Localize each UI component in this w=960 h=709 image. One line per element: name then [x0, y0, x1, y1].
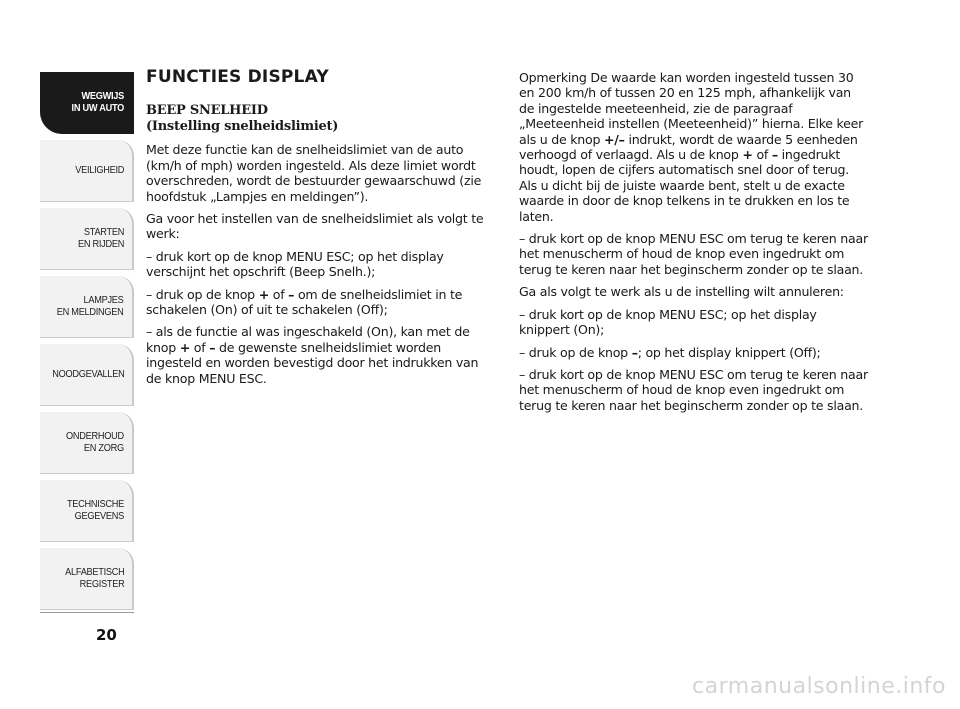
- tab-wegwijs-in-uw-auto[interactable]: [40, 72, 134, 134]
- tab-starten-en-rijden[interactable]: [40, 208, 134, 270]
- right-column: [519, 70, 869, 420]
- text-run: Opmerking De waarde kan worden ingesteld tussen 30 en 200 km/h of tussen 20 en 125 mph, afhankelijk van de ingestelde meeteenheid, zie de paragraaf „Meeteenheid instellen (Meeteenheid)” hierna. Elke keer als u de knop: [519, 70, 864, 147]
- note-paragraph: [519, 70, 869, 224]
- tab-index-divider: [40, 612, 134, 613]
- paragraph: Met deze functie kan de snelheidslimiet van de auto (km/h of mph) worden ingesteld. Als deze limiet wordt overschreden, wordt de bestuurder gewaarschuwd (zie hoofdstuk „Lampjes en meldingen”).: [146, 142, 482, 204]
- tab-label: NOODGEVALLEN: [51, 368, 124, 380]
- watermark: carmanualsonline.info: [692, 674, 946, 699]
- tab-label: LAMPJES EN MELDINGEN: [57, 294, 124, 318]
- subsection-title-line1: BEEP SNELHEID: [146, 103, 268, 119]
- step-item: [146, 324, 494, 386]
- text-run: de gewenste snelheidslimiet worden ingesteld en worden bevestigd door het indrukken van de knop MENU ESC.: [146, 339, 479, 386]
- tab-noodgevallen[interactable]: [40, 344, 134, 406]
- plus-key-glyph: +: [179, 339, 191, 355]
- page-number: 20: [96, 626, 117, 644]
- subsection-title-line2: (Instelling snelheidslimiet): [146, 118, 339, 134]
- text-run: – druk op de knop: [146, 286, 259, 302]
- step-item: – druk kort op de knop MENU ESC; op het display verschijnt het opschrift (Beep Snelh.);: [146, 248, 444, 280]
- text-run: ; op het display knippert (Off);: [637, 344, 821, 360]
- tab-technische-gegevens[interactable]: [40, 480, 134, 542]
- plus-minus-key-glyph: +/–: [604, 131, 625, 147]
- text-run: – druk op de knop: [519, 344, 632, 360]
- tab-lampjes-en-meldingen[interactable]: [40, 276, 134, 338]
- left-column: [146, 67, 494, 393]
- step-item: – druk kort op de knop MENU ESC om terug te keren naar het menuscherm of houd de knop even ingedrukt om terug te keren naar het beginscherm zonder op te slaan.: [519, 231, 868, 277]
- text-run: indrukt, wordt de waarde 5 eenheden verhoogd of verlaagd. Als u de knop: [519, 131, 858, 163]
- chapter-tab-index: [40, 72, 134, 616]
- text-run: om de snelheidslimiet in te schakelen (On) of uit te schakelen (Off);: [146, 286, 463, 318]
- paragraph: Ga als volgt te werk als u de instelling wilt annuleren:: [519, 284, 844, 300]
- tab-veiligheid[interactable]: [40, 140, 134, 202]
- plus-key-glyph: +: [258, 286, 269, 302]
- tab-onderhoud-en-zorg[interactable]: [40, 412, 134, 474]
- tab-label: ONDERHOUD EN ZORG: [66, 430, 124, 454]
- text-run: – als de functie al was ingeschakeld (On), kan met de knop: [146, 324, 470, 355]
- section-title: FUNCTIES DISPLAY: [146, 67, 329, 87]
- tab-label: STARTEN EN RIJDEN: [77, 226, 124, 250]
- text-run: of: [190, 339, 210, 355]
- text-run: of: [269, 286, 289, 302]
- step-item: [519, 345, 869, 360]
- text-run: ingedrukt houdt, lopen de cijfers automatisch snel door of terug. Als u dicht bij de juiste waarde bent, stelt u de exacte waarde in door de knop telkens in te drukken en los te laten.: [519, 147, 850, 224]
- minus-key-glyph: –: [771, 147, 778, 163]
- plus-key-glyph: +: [742, 147, 753, 163]
- tab-label: WEGWIJS IN UW AUTO: [71, 90, 124, 114]
- step-item: – druk kort op de knop MENU ESC; op het display knippert (On);: [519, 306, 817, 338]
- minus-key-glyph: –: [209, 339, 216, 355]
- step-item: – druk kort op de knop MENU ESC om terug te keren naar het menuscherm of houd de knop even ingedrukt om terug te keren naar het beginscherm zonder op te slaan.: [519, 366, 868, 413]
- tab-label: ALFABETISCH REGISTER: [64, 566, 124, 590]
- text-run: of: [752, 147, 772, 163]
- paragraph: Ga voor het instellen van de snelheidslimiet als volgt te werk:: [146, 211, 484, 242]
- minus-key-glyph: –: [288, 286, 295, 302]
- tab-label: VEILIGHEID: [75, 164, 124, 176]
- step-item: [146, 287, 494, 318]
- tab-alfabetisch-register[interactable]: [40, 548, 134, 610]
- subsection-title: [146, 103, 494, 134]
- tab-label: TECHNISCHE GEGEVENS: [66, 498, 124, 522]
- minus-key-glyph: –: [631, 344, 638, 360]
